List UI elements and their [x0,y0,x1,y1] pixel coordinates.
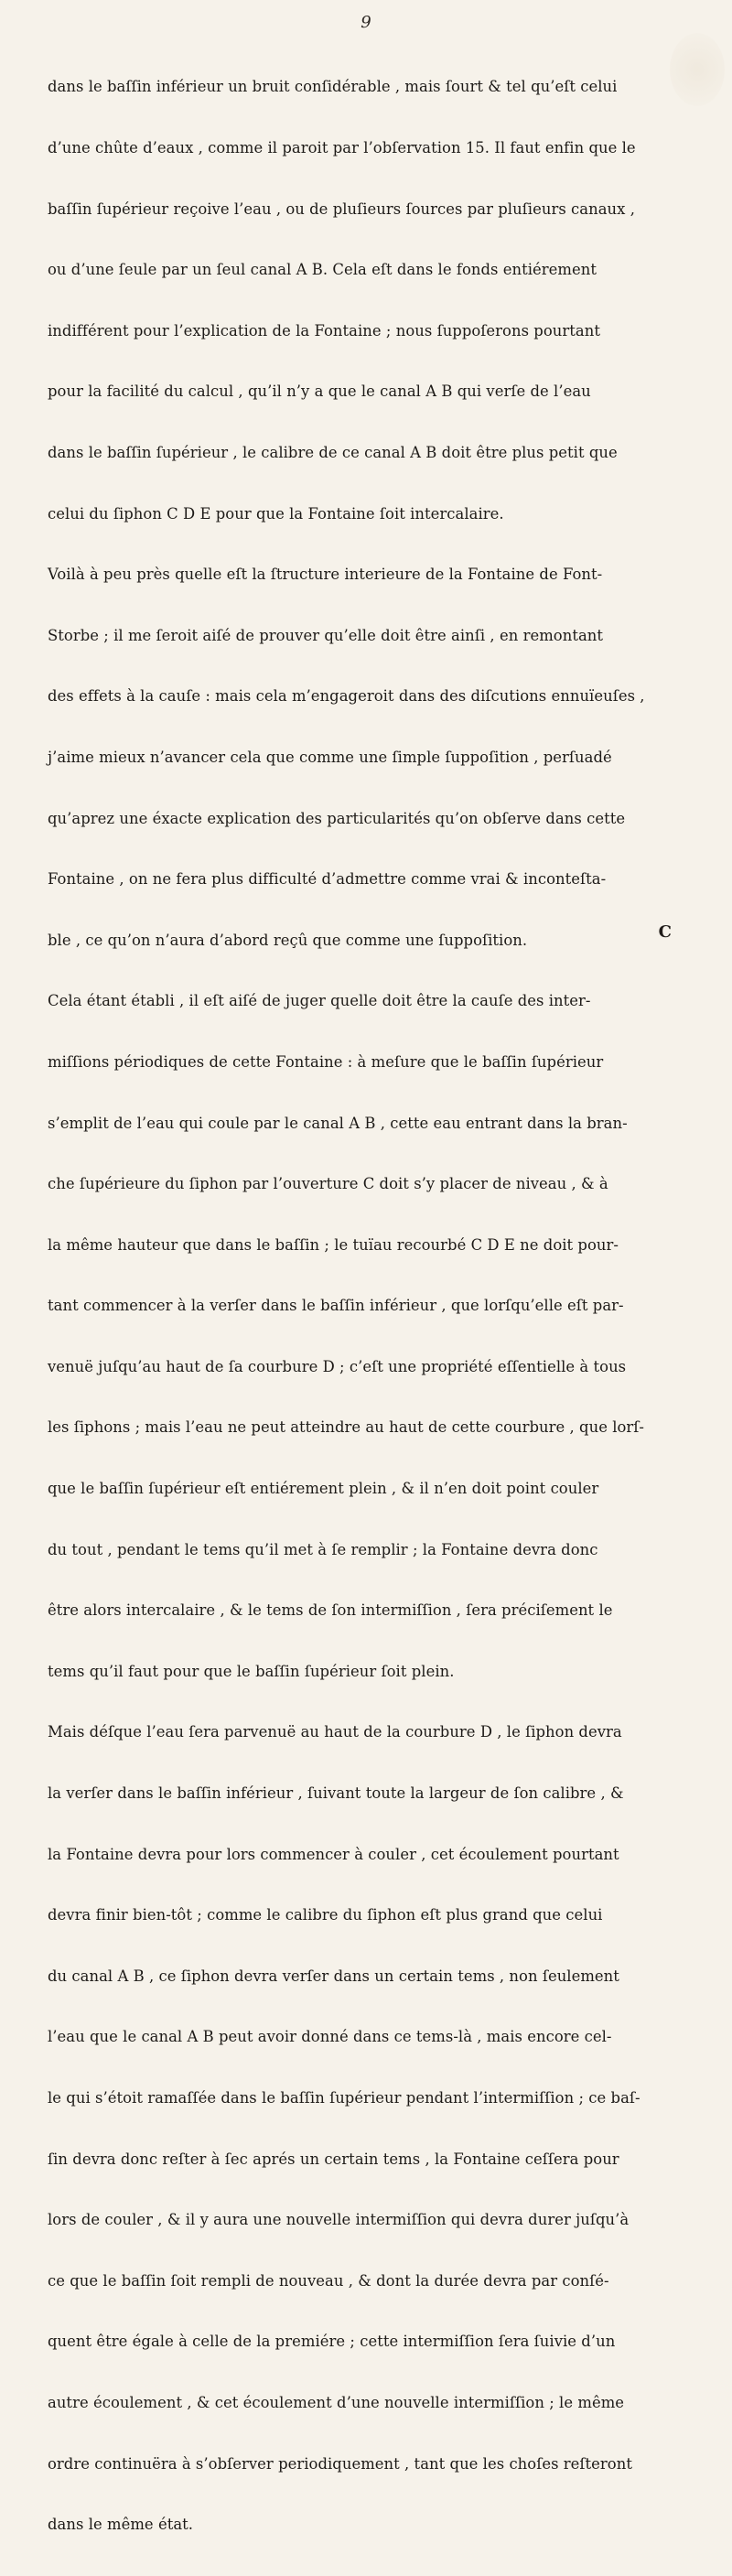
text-line: Mais déſque l’eau ſera parvenuë au haut de la courbure D , le ſiphon devra [48,1723,622,1741]
page-number: 9 [361,13,371,32]
text-line: autre écoulement , & cet écoulement d’une nouvelle intermiſſion ; le même [48,2393,625,2411]
text-line: venuë juſqu’au haut de ſa courbure D ; c’eſt une propriété eſſentielle à tous [48,1357,627,1375]
text-line: tems qu’il faut pour que le baſſin ſupérieur ſoit plein. [48,1662,455,1680]
text-line: ble , ce qu’on n’aura d’abord reçû que comme une ſuppoſition. [48,931,528,949]
text-line: Voilà à peu près quelle eſt la ſtructure interieure de la Fontaine de Font- [48,566,603,584]
text-line: indifférent pour l’explication de la Fontaine ; nous ſuppoſerons pourtant [48,321,600,340]
text-line: d’une chûte d’eaux , comme il paroit par l’obſervation 15. Il faut enfin que le [48,139,636,156]
text-line: que le baſſin ſupérieur eſt entiérement plein , & il n’en doit point couler [48,1480,599,1498]
text-line: dans le baſſin inférieur un bruit conſidérable , mais ſourt & tel qu’eſt celui [48,78,618,96]
text-line: le qui s’étoit ramaſſée dans le baſſin ſupérieur pendant l’intermiſſion ; ce baſ- [48,2089,640,2107]
text-line: celui du ſiphon C D E pour que la Fontaine ſoit intercalaire. [48,504,504,523]
text-line: s’emplit de l’eau qui coule par le canal A B , cette eau entrant dans la bran- [48,1114,628,1132]
text-line: ordre continuëra à s’obſerver periodiquement , tant que les choſes reſteront [48,2454,632,2473]
text-line: les ſiphons ; mais l’eau ne peut atteindre au haut de cette courbure , que lorſ- [48,1418,645,1437]
text-line: la verſer dans le baſſin inférieur , ſuivant toute la largeur de ſon calibre , & [48,1784,624,1803]
text-line: Cela étant établi , il eſt aiſé de juger quelle doit être la cauſe des inter- [48,992,591,1010]
text-line: tant commencer à la verſer dans le baſſin inférieur , que lorſqu’elle eſt par- [48,1297,624,1315]
text-line: Fontaine , on ne fera plus difficulté d’admettre comme vrai & inconteſta- [48,870,607,889]
text-line: qu’aprez une éxacte explication des particularités qu’on obſerve dans cette [48,809,626,827]
text-line: baſſin ſupérieur reçoive l’eau , ou de pluſieurs ſources par pluſieurs canaux , [48,199,635,218]
text-line: ce que le baſſin ſoit rempli de nouveau , & dont la durée devra par conſé- [48,2271,609,2290]
text-line: dans le baſſin ſupérieur , le calibre de ce canal A B doit être plus petit que [48,443,618,461]
text-line: des effets à la cauſe : mais cela m’engageroit dans des diſcutions ennuïeuſes , [48,687,645,706]
body-text [48,37,699,2576]
signature-mark: C [658,922,672,942]
text-line: ou d’une ſeule par un ſeul canal A B. Cela eſt dans le fonds entiérement [48,261,597,279]
text-line: quent être égale à celle de la premiére ; cette intermiſſion ſera ſuivie d’un [48,2333,616,2351]
text-line: du canal A B , ce ſiphon devra verſer dans un certain tems , non ſeulement [48,1967,619,1985]
text-line: dans le même état. [48,2516,194,2534]
text-line: che ſupérieure du ſiphon par l’ouverture C doit s’y placer de niveau , & à [48,1175,608,1193]
text-line: devra finir bien-tôt ; comme le calibre du ſiphon eſt plus grand que celui [48,1906,603,1924]
text-line: du tout , pendant le tems qu’il met à ſe remplir ; la Fontaine devra donc [48,1540,598,1558]
text-line: j’aime mieux n’avancer cela que comme une ſimple ſuppoſition , perſuadé [48,748,612,766]
text-line: être alors intercalaire , & le tems de ſon intermiſſion , ſera préciſement le [48,1601,613,1620]
text-line: la Fontaine devra pour lors commencer à couler , cet écoulement pourtant [48,1845,619,1863]
text-line: lors de couler , & il y aura une nouvelle intermiſſion qui devra durer juſqu’à [48,2211,630,2229]
text-line: l’eau que le canal A B peut avoir donné dans ce tems-là , mais encore cel- [48,2028,612,2046]
text-line: Storbe ; il me ſeroit aiſé de prouver qu’elle doit être ainſi , en remontant [48,626,604,644]
text-line: pour la facilité du calcul , qu’il n’y a que le canal A B qui verſe de l’eau [48,383,591,401]
text-line: la même hauteur que dans le baſſin ; le tuïau recourbé C D E ne doit pour- [48,1235,619,1254]
text-line: ſin devra donc reſter à ſec aprés un certain tems , la Fontaine ceſſera pour [48,2150,619,2168]
text-line: miſſions périodiques de cette Fontaine : à meſure que le baſſin ſupérieur [48,1052,604,1071]
